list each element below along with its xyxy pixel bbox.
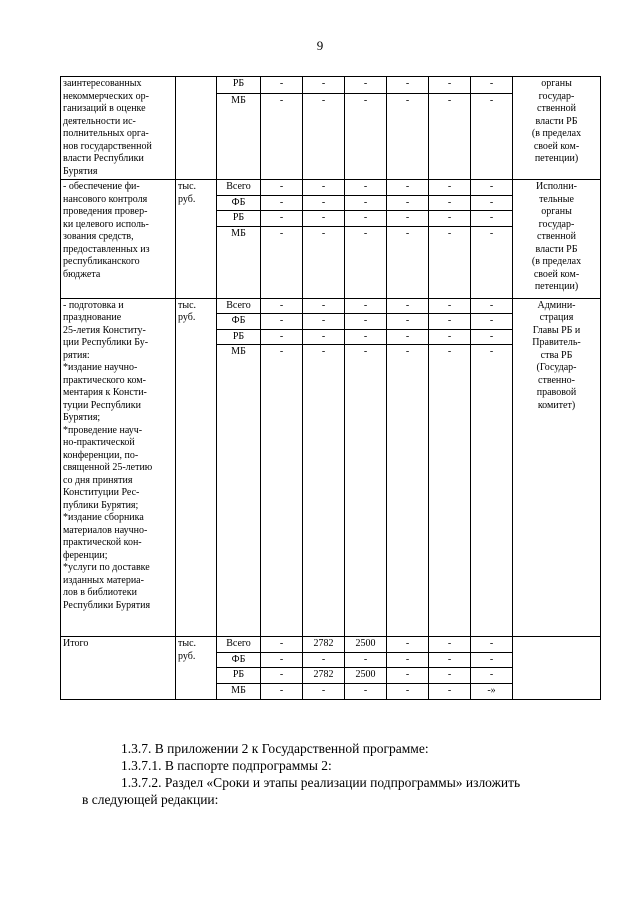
value-cell: - (345, 298, 387, 314)
value-cell: - (261, 683, 303, 699)
table-row (61, 77, 601, 94)
responsible-cell (513, 180, 601, 299)
value-cell: - (387, 683, 429, 699)
table-row (61, 298, 601, 314)
description-line: лов в библиотеки (63, 587, 137, 598)
value-cell: - (303, 652, 345, 668)
funding-source: Всего (217, 298, 261, 314)
value-cell: - (471, 298, 513, 314)
value-cell: - (471, 329, 513, 345)
responsible-line: государ- (538, 90, 575, 102)
value-cell: - (345, 683, 387, 699)
responsible-line: органы (541, 78, 572, 89)
row-description (61, 77, 176, 180)
description-line: празднование (63, 312, 122, 323)
description-line: Итого (63, 638, 89, 649)
responsible-line: органы (541, 206, 572, 217)
value-cell: - (429, 683, 471, 699)
unit-cell: тыс. руб. (176, 637, 217, 700)
responsible-line: ственной (537, 103, 576, 114)
description-line: *издание научно- (63, 362, 138, 373)
unit-cell: тыс. руб. (176, 298, 217, 637)
description-line: Бурятия (63, 165, 98, 177)
value-cell: - (471, 226, 513, 298)
funding-source: МБ (217, 345, 261, 637)
value-cell: - (303, 77, 345, 94)
value-cell: - (261, 195, 303, 211)
value-cell: - (261, 652, 303, 668)
description-line: *проведение науч- (63, 424, 143, 436)
responsible-cell (513, 298, 601, 637)
value-cell: - (429, 298, 471, 314)
description-line: *услуги по доставке (63, 562, 150, 573)
funding-source: МБ (217, 93, 261, 179)
description-line: практической кон- (63, 537, 142, 548)
value-cell: - (345, 211, 387, 227)
value-cell: - (345, 345, 387, 637)
value-cell: - (387, 180, 429, 196)
funding-source: РБ (217, 329, 261, 345)
value-cell: - (471, 314, 513, 330)
value-cell: - (303, 683, 345, 699)
description-line: ганизаций в оценке (63, 103, 146, 114)
description-line: ференции; (63, 549, 108, 561)
description-line: Бурятия; (63, 412, 101, 423)
responsible-line: власти РБ (535, 243, 578, 255)
value-cell: - (387, 652, 429, 668)
description-line: зования средств, (63, 231, 134, 242)
value-cell: - (261, 211, 303, 227)
value-cell: 2782 (303, 637, 345, 653)
page-number: 9 (316, 38, 324, 53)
description-line: со дня принятия (63, 474, 133, 486)
description-line: некоммерческих ор- (63, 90, 149, 102)
responsible-line: государ- (538, 218, 575, 230)
responsible-line: (Государ- (536, 362, 577, 373)
paragraph-continuation: в следующей редакции: (82, 792, 219, 807)
paragraph-1-3-7: 1.3.7. В приложении 2 к Государственной программе: (121, 741, 429, 756)
value-cell: - (303, 93, 345, 179)
row-description (61, 637, 176, 700)
value-cell: - (303, 195, 345, 211)
paragraph-1-3-7-2: 1.3.7.2. Раздел «Сроки и этапы реализации подпрограммы» изложить (121, 775, 521, 790)
value-cell: - (429, 226, 471, 298)
value-cell: - (303, 298, 345, 314)
description-line: власти Республики (63, 153, 144, 164)
value-cell: -» (471, 683, 513, 699)
value-cell: - (429, 329, 471, 345)
description-line: деятельности ис- (63, 115, 136, 127)
value-cell: - (471, 195, 513, 211)
value-cell: - (429, 211, 471, 227)
table-row (61, 637, 601, 653)
value-cell: - (261, 637, 303, 653)
value-cell: - (471, 93, 513, 179)
value-cell: - (345, 93, 387, 179)
row-description (61, 298, 176, 637)
description-line: рятия: (63, 349, 90, 361)
value-cell: - (345, 77, 387, 94)
responsible-line: власти РБ (535, 115, 578, 127)
value-cell: - (387, 314, 429, 330)
value-cell: - (471, 211, 513, 227)
responsible-cell (513, 637, 601, 700)
value-cell: - (303, 211, 345, 227)
responsible-line: петенции) (534, 281, 579, 292)
value-cell: - (303, 180, 345, 196)
value-cell: - (345, 180, 387, 196)
description-line: бюджета (63, 268, 101, 280)
responsible-line: Админи- (537, 299, 576, 311)
description-line: - подготовка и (63, 299, 124, 311)
description-line: священной 25-летию (63, 462, 153, 473)
value-cell: - (303, 226, 345, 298)
funding-table (60, 76, 601, 700)
responsible-line: страция (539, 312, 574, 323)
value-cell: - (261, 314, 303, 330)
responsible-line: комитет) (537, 399, 576, 411)
funding-source: Всего (217, 637, 261, 653)
value-cell: - (261, 298, 303, 314)
description-line: ции Республики Бу- (63, 337, 149, 348)
value-cell: - (261, 329, 303, 345)
responsible-line: ства РБ (540, 349, 573, 361)
description-line: Конституции Рес- (63, 487, 140, 498)
description-line: полнительных орга- (63, 128, 149, 139)
value-cell: - (429, 195, 471, 211)
value-cell: - (303, 329, 345, 345)
value-cell: - (345, 652, 387, 668)
value-cell: - (429, 637, 471, 653)
value-cell: - (345, 314, 387, 330)
value-cell: 2500 (345, 668, 387, 684)
value-cell: - (345, 226, 387, 298)
responsible-line: (в пределах (531, 256, 582, 267)
unit-cell (176, 77, 217, 180)
value-cell: - (471, 180, 513, 196)
value-cell: - (387, 345, 429, 637)
value-cell: - (387, 77, 429, 94)
funding-source: МБ (217, 226, 261, 298)
description-line: материалов научно- (63, 524, 148, 536)
value-cell: - (387, 93, 429, 179)
responsible-line: правовой (536, 387, 577, 398)
responsible-line: своей ком- (533, 268, 580, 280)
responsible-line: Исполни- (536, 181, 577, 192)
responsible-line: петенции) (534, 153, 579, 164)
funding-source: ФБ (217, 652, 261, 668)
description-line: республиканского (63, 256, 140, 267)
responsible-line: ственно- (538, 374, 575, 386)
description-line: ментария к Консти- (63, 387, 147, 398)
value-cell: - (471, 345, 513, 637)
description-line: нов государственной (63, 140, 152, 152)
responsible-line: своей ком- (533, 140, 580, 152)
value-cell: - (471, 652, 513, 668)
description-line: Республики Бурятия (63, 599, 151, 611)
value-cell: - (471, 637, 513, 653)
value-cell: - (261, 668, 303, 684)
value-cell: - (429, 180, 471, 196)
value-cell: - (387, 637, 429, 653)
description-line: конференции, по- (63, 449, 139, 461)
responsible-cell (513, 77, 601, 180)
description-line: практического ком- (63, 374, 146, 386)
description-line: *издание сборника (63, 512, 144, 523)
value-cell: - (303, 314, 345, 330)
funding-source: Всего (217, 180, 261, 196)
value-cell: - (387, 195, 429, 211)
value-cell: - (261, 226, 303, 298)
value-cell: - (387, 329, 429, 345)
description-line: публики Бурятия; (63, 499, 139, 511)
value-cell: - (387, 298, 429, 314)
responsible-line: Главы РБ и (532, 324, 581, 336)
description-line: но-практической (63, 437, 135, 448)
description-line: ки целевого исполь- (63, 218, 149, 230)
value-cell: - (387, 668, 429, 684)
unit-cell: тыс. руб. (176, 180, 217, 299)
row-description (61, 180, 176, 299)
value-cell: - (345, 195, 387, 211)
description-line: изданных материа- (63, 574, 144, 586)
value-cell: - (429, 652, 471, 668)
description-line: - обеспечение фи- (63, 181, 140, 192)
responsible-line: тельные (539, 193, 574, 205)
paragraph-1-3-7-1: 1.3.7.1. В паспорте подпрограммы 2: (121, 758, 332, 773)
funding-source: РБ (217, 211, 261, 227)
funding-source: РБ (217, 668, 261, 684)
description-line: 25-летия Конститу- (63, 324, 146, 336)
description-line: туции Республики (63, 399, 141, 411)
value-cell: - (429, 93, 471, 179)
value-cell: - (345, 329, 387, 345)
description-line: нансового контроля (63, 193, 148, 205)
funding-source: РБ (217, 77, 261, 94)
value-cell: 2782 (303, 668, 345, 684)
responsible-line: Правитель- (532, 337, 581, 348)
description-line: проведения провер- (63, 206, 148, 217)
value-cell: - (471, 668, 513, 684)
responsible-line: (в пределах (531, 128, 582, 139)
value-cell: - (261, 93, 303, 179)
responsible-line: ственной (537, 231, 576, 242)
value-cell: - (429, 668, 471, 684)
value-cell: - (303, 345, 345, 637)
value-cell: - (387, 226, 429, 298)
value-cell: - (387, 211, 429, 227)
value-cell: 2500 (345, 637, 387, 653)
table-row (61, 180, 601, 196)
description-line: предоставленных из (63, 243, 150, 255)
value-cell: - (261, 180, 303, 196)
value-cell: - (261, 77, 303, 94)
funding-source: ФБ (217, 314, 261, 330)
value-cell: - (429, 345, 471, 637)
description-line: заинтересованных (63, 78, 142, 89)
value-cell: - (471, 77, 513, 94)
value-cell: - (261, 345, 303, 637)
value-cell: - (429, 314, 471, 330)
funding-source: МБ (217, 683, 261, 699)
value-cell: - (429, 77, 471, 94)
funding-source: ФБ (217, 195, 261, 211)
